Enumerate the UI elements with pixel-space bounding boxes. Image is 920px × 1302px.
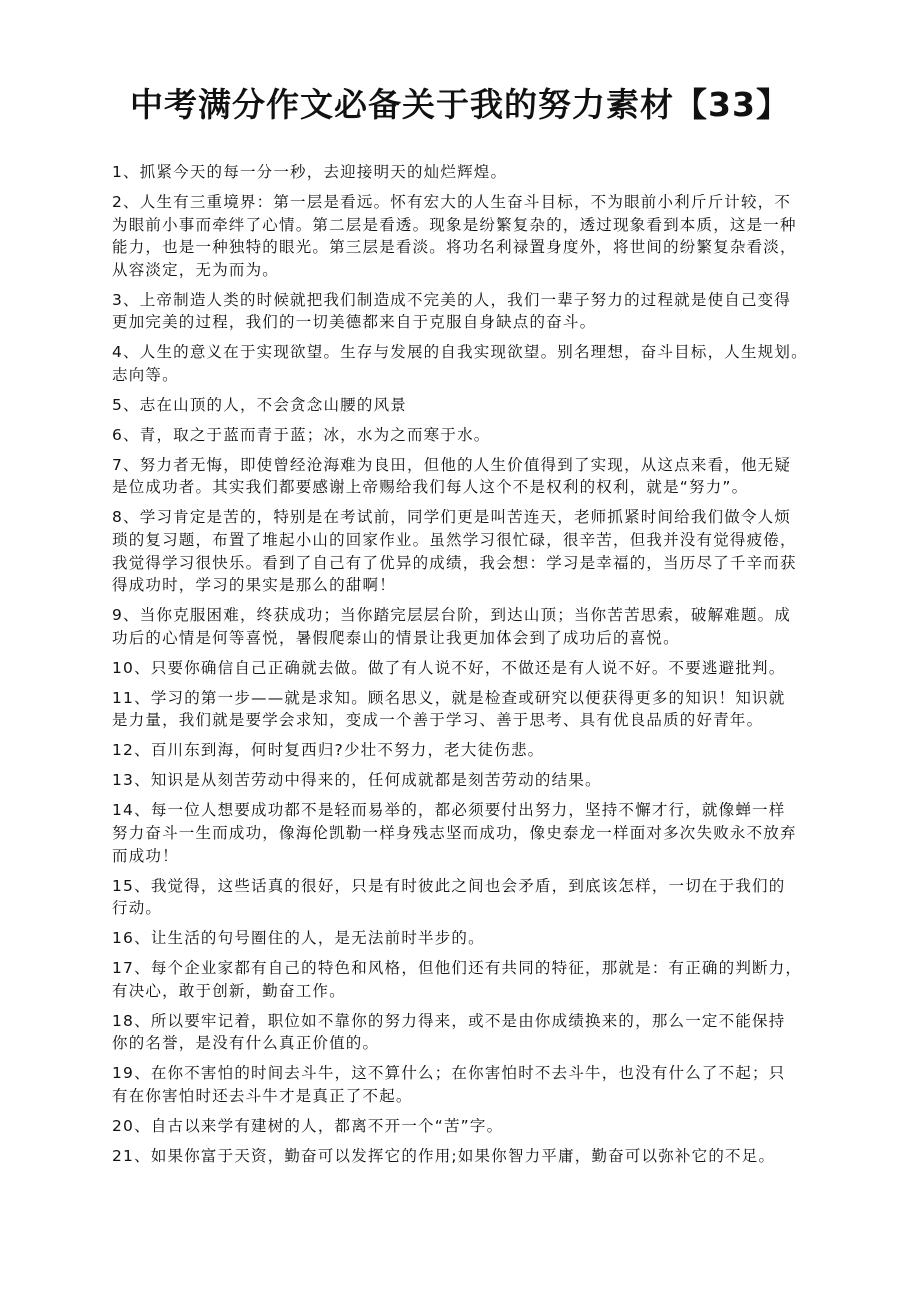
paragraph-line: 21、如果你富于天资，勤奋可以发挥它的作用;如果你智力平庸，勤奋可以弥补它的不足。 xyxy=(112,1146,776,1165)
quote-paragraph xyxy=(112,1010,832,1055)
paragraph-line: 3、上帝制造人类的时候就把我们制造成不完美的人，我们一辈子努力的过程就是使自己变得 xyxy=(112,290,792,309)
paragraph-line: 从容淡定，无为而为。 xyxy=(112,260,280,279)
paragraph-line: 是力量，我们就是要学会求知，变成一个善于学习、善于思考、具有优良品质的好青年。 xyxy=(112,711,764,730)
paragraph-line: 我觉得学习很快乐。看到了自己有了优异的成绩，我会想：学习是幸福的，当历尽了千辛而获 xyxy=(112,553,797,572)
paragraph-line: 4、人生的意义在于实现欲望。生存与发展的自我实现欲望。别名理想，奋斗目标，人生规划。 xyxy=(112,343,808,362)
quote-paragraph xyxy=(112,341,832,386)
quote-paragraph xyxy=(112,454,832,499)
quote-paragraph xyxy=(112,1145,832,1168)
paragraph-line: 13、知识是从刻苦劳动中得来的，任何成就都是刻苦劳动的结果。 xyxy=(112,771,602,790)
paragraph-line: 18、所以要牢记着，职位如不靠你的努力得来，或不是由你成绩换来的，那么一定不能保持 xyxy=(112,1011,786,1030)
paragraph-line: 行动。 xyxy=(112,899,163,918)
paragraph-line: 10、只要你确信自己正确就去做。做了有人说不好，不做还是有人说不好。不要逃避批判。 xyxy=(112,658,786,677)
quote-paragraph xyxy=(112,927,832,950)
paragraph-line: 功后的心情是何等喜悦，暑假爬泰山的情景让我更加体会到了成功后的喜悦。 xyxy=(112,628,680,647)
quote-paragraph xyxy=(112,769,832,792)
document-body xyxy=(112,161,832,1175)
quote-paragraph xyxy=(112,424,832,447)
quote-paragraph xyxy=(112,1062,832,1107)
quote-paragraph xyxy=(112,161,832,184)
quote-paragraph xyxy=(112,687,832,732)
quote-paragraph xyxy=(112,739,832,762)
quote-paragraph xyxy=(112,506,832,596)
paragraph-line: 志向等。 xyxy=(112,365,179,384)
paragraph-line: 6、青，取之于蓝而青于蓝；冰，水为之而寒于水。 xyxy=(112,425,491,444)
paragraph-line: 有决心，敢于创新，勤奋工作。 xyxy=(112,981,346,1000)
paragraph-line: 有在你害怕时还去斗牛才是真正了不起。 xyxy=(112,1086,413,1105)
document-title: 中考满分作文必备关于我的努力素材【33】 xyxy=(130,85,790,124)
paragraph-line: 19、在你不害怕的时间去斗牛，这不算什么；在你害怕时不去斗牛，也没有什么了不起；只 xyxy=(112,1064,786,1083)
paragraph-line: 更加完美的过程，我们的一切美德都来自于克服自身缺点的奋斗。 xyxy=(112,313,597,332)
paragraph-line: 16、让生活的句号圈住的人，是无法前时半步的。 xyxy=(112,929,485,948)
paragraph-line: 7、努力者无悔，即使曾经沧海难为良田，但他的人生价值得到了实现，从这点来看，他无疑 xyxy=(112,455,792,474)
quote-paragraph xyxy=(112,875,832,920)
quote-paragraph xyxy=(112,1115,832,1138)
quote-paragraph xyxy=(112,191,832,281)
paragraph-line: 8、学习肯定是苦的，特别是在考试前，同学们更是叫苦连天，老师抓紧时间给我们做令人烦 xyxy=(112,508,792,527)
paragraph-line: 是位成功者。其实我们都要感谢上帝赐给我们每人这个不是权利的权利，就是“努力”。 xyxy=(112,478,749,497)
paragraph-line: 你的名誉，是没有什么真正价值的。 xyxy=(112,1034,380,1053)
quote-paragraph xyxy=(112,289,832,334)
quote-paragraph xyxy=(112,799,832,867)
paragraph-line: 得成功时，学习的果实是那么的甜啊！ xyxy=(112,576,396,595)
paragraph-line: 20、自古以来学有建树的人，都离不开一个“苦”字。 xyxy=(112,1116,504,1135)
paragraph-line: 琐的复习题，布置了堆起小山的回家作业。虽然学习很忙碌，很辛苦，但我并没有觉得疲倦， xyxy=(112,531,797,550)
paragraph-line: 14、每一位人想要成功都不是轻而易举的，都必须要付出努力，坚持不懈才行，就像蝉一样 xyxy=(112,801,786,820)
paragraph-line: 11、学习的第一步——就是求知。顾名思义，就是检查或研究以便获得更多的知识！知识就 xyxy=(112,688,786,707)
paragraph-line: 9、当你克服困难，终获成功；当你踏完层层台阶，到达山顶；当你苦苦思索，破解难题。成 xyxy=(112,606,792,625)
paragraph-line: 5、志在山顶的人，不会贪念山腰的风景 xyxy=(112,395,407,414)
paragraph-line: 2、人生有三重境界：第一层是看远。怀有宏大的人生奋斗目标，不为眼前小利斤斤计较，不 xyxy=(112,192,792,211)
paragraph-line: 17、每个企业家都有自己的特色和风格，但他们还有共同的特征，那就是：有正确的判断力， xyxy=(112,959,803,978)
quote-paragraph xyxy=(112,957,832,1002)
quote-paragraph xyxy=(112,657,832,680)
paragraph-line: 15、我觉得，这些话真的很好，只是有时彼此之间也会矛盾，到底该怎样，一切在于我们的 xyxy=(112,876,786,895)
paragraph-line: 而成功！ xyxy=(112,846,179,865)
quote-paragraph xyxy=(112,394,832,417)
paragraph-line: 为眼前小事而牵绊了心情。第二层是看透。现象是纷繁复杂的，透过现象看到本质，这是一种 xyxy=(112,215,797,234)
quote-paragraph xyxy=(112,604,832,649)
paragraph-line: 能力，也是一种独特的眼光。第三层是看淡。将功名利禄置身度外，将世间的纷繁复杂看淡， xyxy=(112,238,797,257)
paragraph-line: 1、抓紧今天的每一分一秒，去迎接明天的灿烂辉煌。 xyxy=(112,163,508,181)
paragraph-line: 12、百川东到海，何时复西归?少壮不努力，老大徒伤悲。 xyxy=(112,741,545,760)
paragraph-line: 努力奋斗一生而成功，像海伦凯勒一样身残志坚而成功，像史泰龙一样面对多次失败永不放弃 xyxy=(112,823,797,842)
